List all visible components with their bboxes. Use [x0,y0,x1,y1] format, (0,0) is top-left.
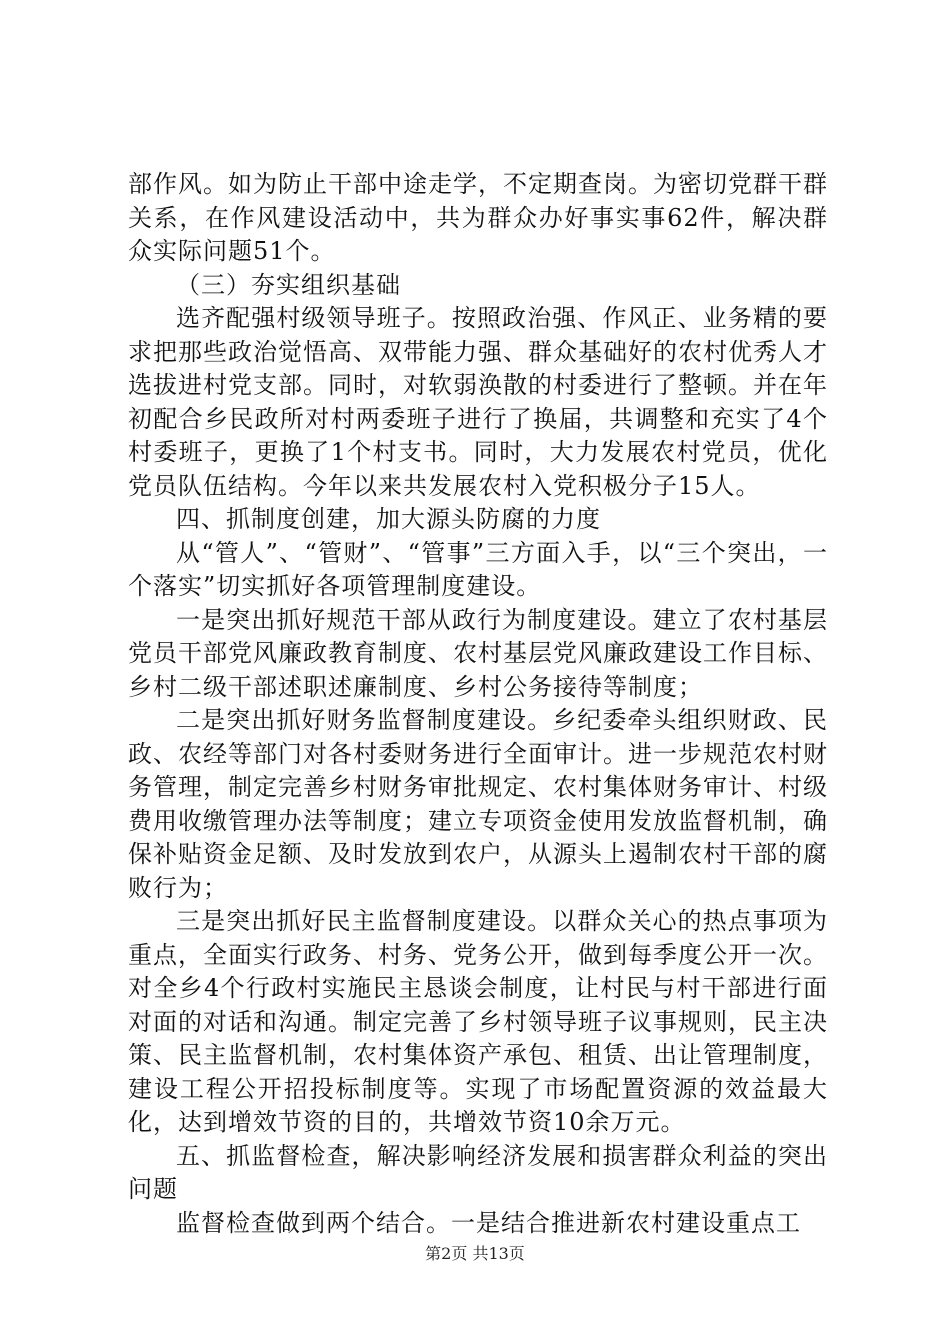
paragraph-10: 监督检查做到两个结合。一是结合推进新农村建设重点工 [176,1208,801,1237]
paragraph-7: 二是突出抓好财务监督制度建设。乡纪委牵头组织财政、民政、农经等部门对各村委财务进行全面审计。进一步规范农村财务管理，制定完善乡村财务审批规定、农村集体财务审计、村级费用收缴管理办法等制度；建立专项资金使用发放监督机制，确保补贴资金足额、及时发放到农户，从源头上遏制农村干部的腐败行为； [128,706,828,902]
paragraph-6: 一是突出抓好规范干部从政行为制度建设。建立了农村基层党员干部党风廉政教育制度、农村基层党风廉政建设工作目标、乡村二级干部述职述廉制度、乡村公务接待等制度； [128,605,828,701]
document-body [128,168,828,1240]
paragraph-3: 选齐配强村级领导班子。按照政治强、作风正、业务精的要求把那些政治觉悟高、双带能力强、群众基础好的农村优秀人才选拔进村党支部。同时，对软弱涣散的村委进行了整顿。并在年初配合乡民政所对村两委班子进行了换届，共调整和充实了4个村委班子，更换了1个村支书。同时，大力发展农村党员，优化党员队伍结构。今年以来共发展农村入党积极分子15人。 [128,304,828,500]
section-heading-3: （三）夯实组织基础 [176,270,401,299]
section-heading-5: 五、抓监督检查，解决影响经济发展和损害群众利益的突出问题 [128,1141,828,1203]
page-number-footer: 第2页 共13页 [425,1244,525,1263]
section-heading-4: 四、抓制度创建，加大源头防腐的力度 [176,505,601,533]
paragraph-1: 部作风。如为防止干部中途走学，不定期查岗。为密切党群干群关系，在作风建设活动中，共为群众办好事实事62件，解决群众实际问题51个。 [128,170,828,265]
paragraph-8: 三是突出抓好民主监督制度建设。以群众关心的热点事项为重点，全面实行政务、村务、党务公开，做到每季度公开一次。对全乡4个行政村实施民主恳谈会制度，让村民与村干部进行面对面的对话和沟通。制定完善了乡村领导班子议事规则，民主决策、民主监督机制，农村集体资产承包、租赁、出让管理制度，建设工程公开招投标制度等。实现了市场配置资源的效益最大化，达到增效节资的目的，共增效节资10余万元。 [128,907,828,1136]
paragraph-5: 从“管人”、“管财”、“管事”三方面入手，以“三个突出，一个落实”切实抓好各项管理制度建设。 [128,538,828,600]
